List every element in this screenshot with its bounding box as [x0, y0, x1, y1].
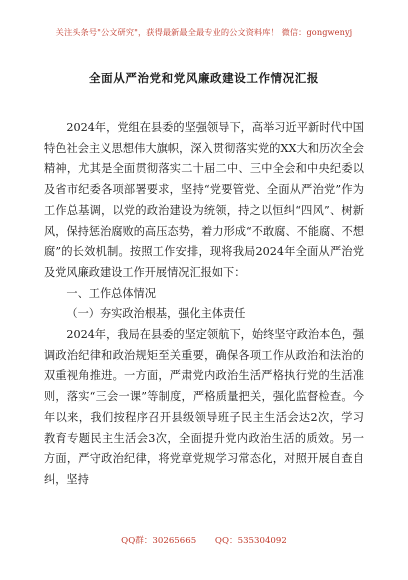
document-title: 全面从严治党和党风廉政建设工作情况汇报	[89, 71, 319, 85]
document-body	[44, 118, 364, 491]
footer-qq-group: QQ群：30265665	[121, 536, 197, 546]
body-paragraph: 2024年，我局在县委的坚定领航下，始终坚守政治本色，强调政治纪律和政治规矩至关重要，确保各项工作从政治和法治的双重视角推进。一方面，严肃党内政治生活严格执行党的生活准则，落实“三会一课”等制度，严格质量把关，强化监督检查。今年以来，我们按程序召开县级领导班子民主生活会达2次，学习教育专题民主生活会3次，全面提升党内政治生活的质效。另一方面，严守政治纪律，将党章党规学习常态化，对照开展自查自纠，坚持	[44, 328, 364, 486]
subsection-heading: （一）夯实政治根基，强化主体责任	[66, 307, 246, 321]
header-banner: 关注头条号"公文研究"，获得最新最全最专业的公文资料库！ 微信：gongwenyj	[55, 27, 353, 37]
intro-paragraph: 2024年，党组在县委的坚强领导下，高举习近平新时代中国特色社会主义思想伟大旗帜，深入贯彻落实党的XX大和历次全会精神，尤其是全面贯彻落实二十届二中、三中全会和中央纪委以及省市纪委各项部署要求，坚持“党要管党、全面从严治党”作为工作总基调，以党的政治建设为统领，持之以恒纠“四风”、树新风，保持惩治腐败的高压态势，着力形成“不敢腐、不能腐、不想腐”的长效机制。按照工作安排，现将我局2024年全面从严治党及党风廉政建设工作开展情况汇报如下：	[44, 121, 364, 279]
footer-qq: QQ：535304092	[214, 536, 287, 546]
section-heading: 一、工作总体情况	[66, 286, 156, 300]
footer-contact	[0, 534, 408, 546]
